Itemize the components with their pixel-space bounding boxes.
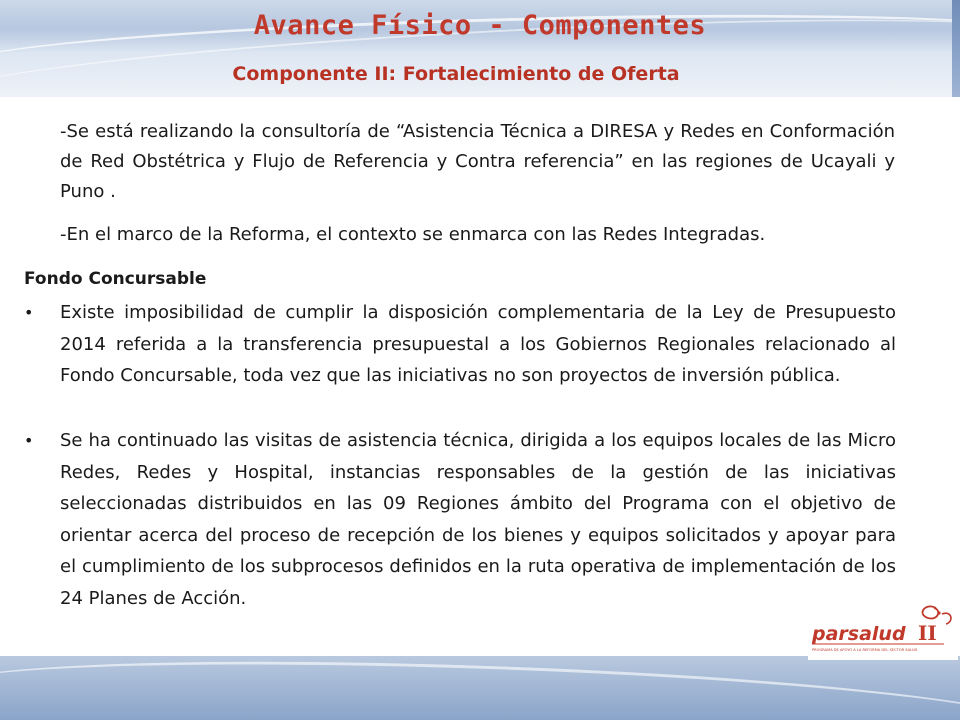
list-item-text: Se ha continuado las visitas de asistencia técnica, dirigida a los equipos locales de las Micro Redes, Redes y Hospital, instancias responsables de la gestión de las iniciativas seleccionadas distribuidos en las 09 Regiones ámbito del Programa con el objetivo de orientar acerca del proceso de recepción de los bienes y equipos solicitados y apoyar para el cumplimiento de los subprocesos definidos en la ruta operativa de implementación de los 24 Planes de Acción. [60,430,896,609]
page-subtitle: Componente II: Fortalecimiento de Oferta [232,63,680,85]
intro-paragraph-1: -Se está realizando la consultoría de “Asistencia Técnica a DIRESA y Redes en Conformación de Red Obstétrica y Flujo de Referencia y Contra referencia” en las regiones de Ucayali y Puno . [60,121,895,202]
list-item-text: Existe imposibilidad de cumplir la disposición complementaria de la Ley de Presupuesto 2014 referida a la transferencia presupuestal a los Gobiernos Regionales relacionado al Fondo Concursable, toda vez que las iniciativas no son proyectos de inversión pública. [60,302,896,386]
list-item [24,425,896,614]
logo-tagline: PROGRAMA DE APOYO A LA REFORMA DEL SECTOR SALUD [812,648,918,652]
parsalud-logo [808,600,958,660]
slide-content [0,97,960,657]
intro-paragraph-2: -En el marco de la Reforma, el contexto se enmarca con las Redes Integradas. [60,224,766,245]
logo-wordmark: parsalud [812,623,906,645]
bullet-icon: • [24,431,34,450]
list-item [24,297,896,392]
footer-wave [0,656,960,720]
bullet-icon: • [24,303,34,322]
logo-suffix: II [918,621,937,645]
section-title: Fondo Concursable [24,269,207,289]
page-title: Avance Físico - Componentes [253,10,707,41]
parsalud-logo-graphic [808,600,958,660]
footer-band [0,656,960,720]
